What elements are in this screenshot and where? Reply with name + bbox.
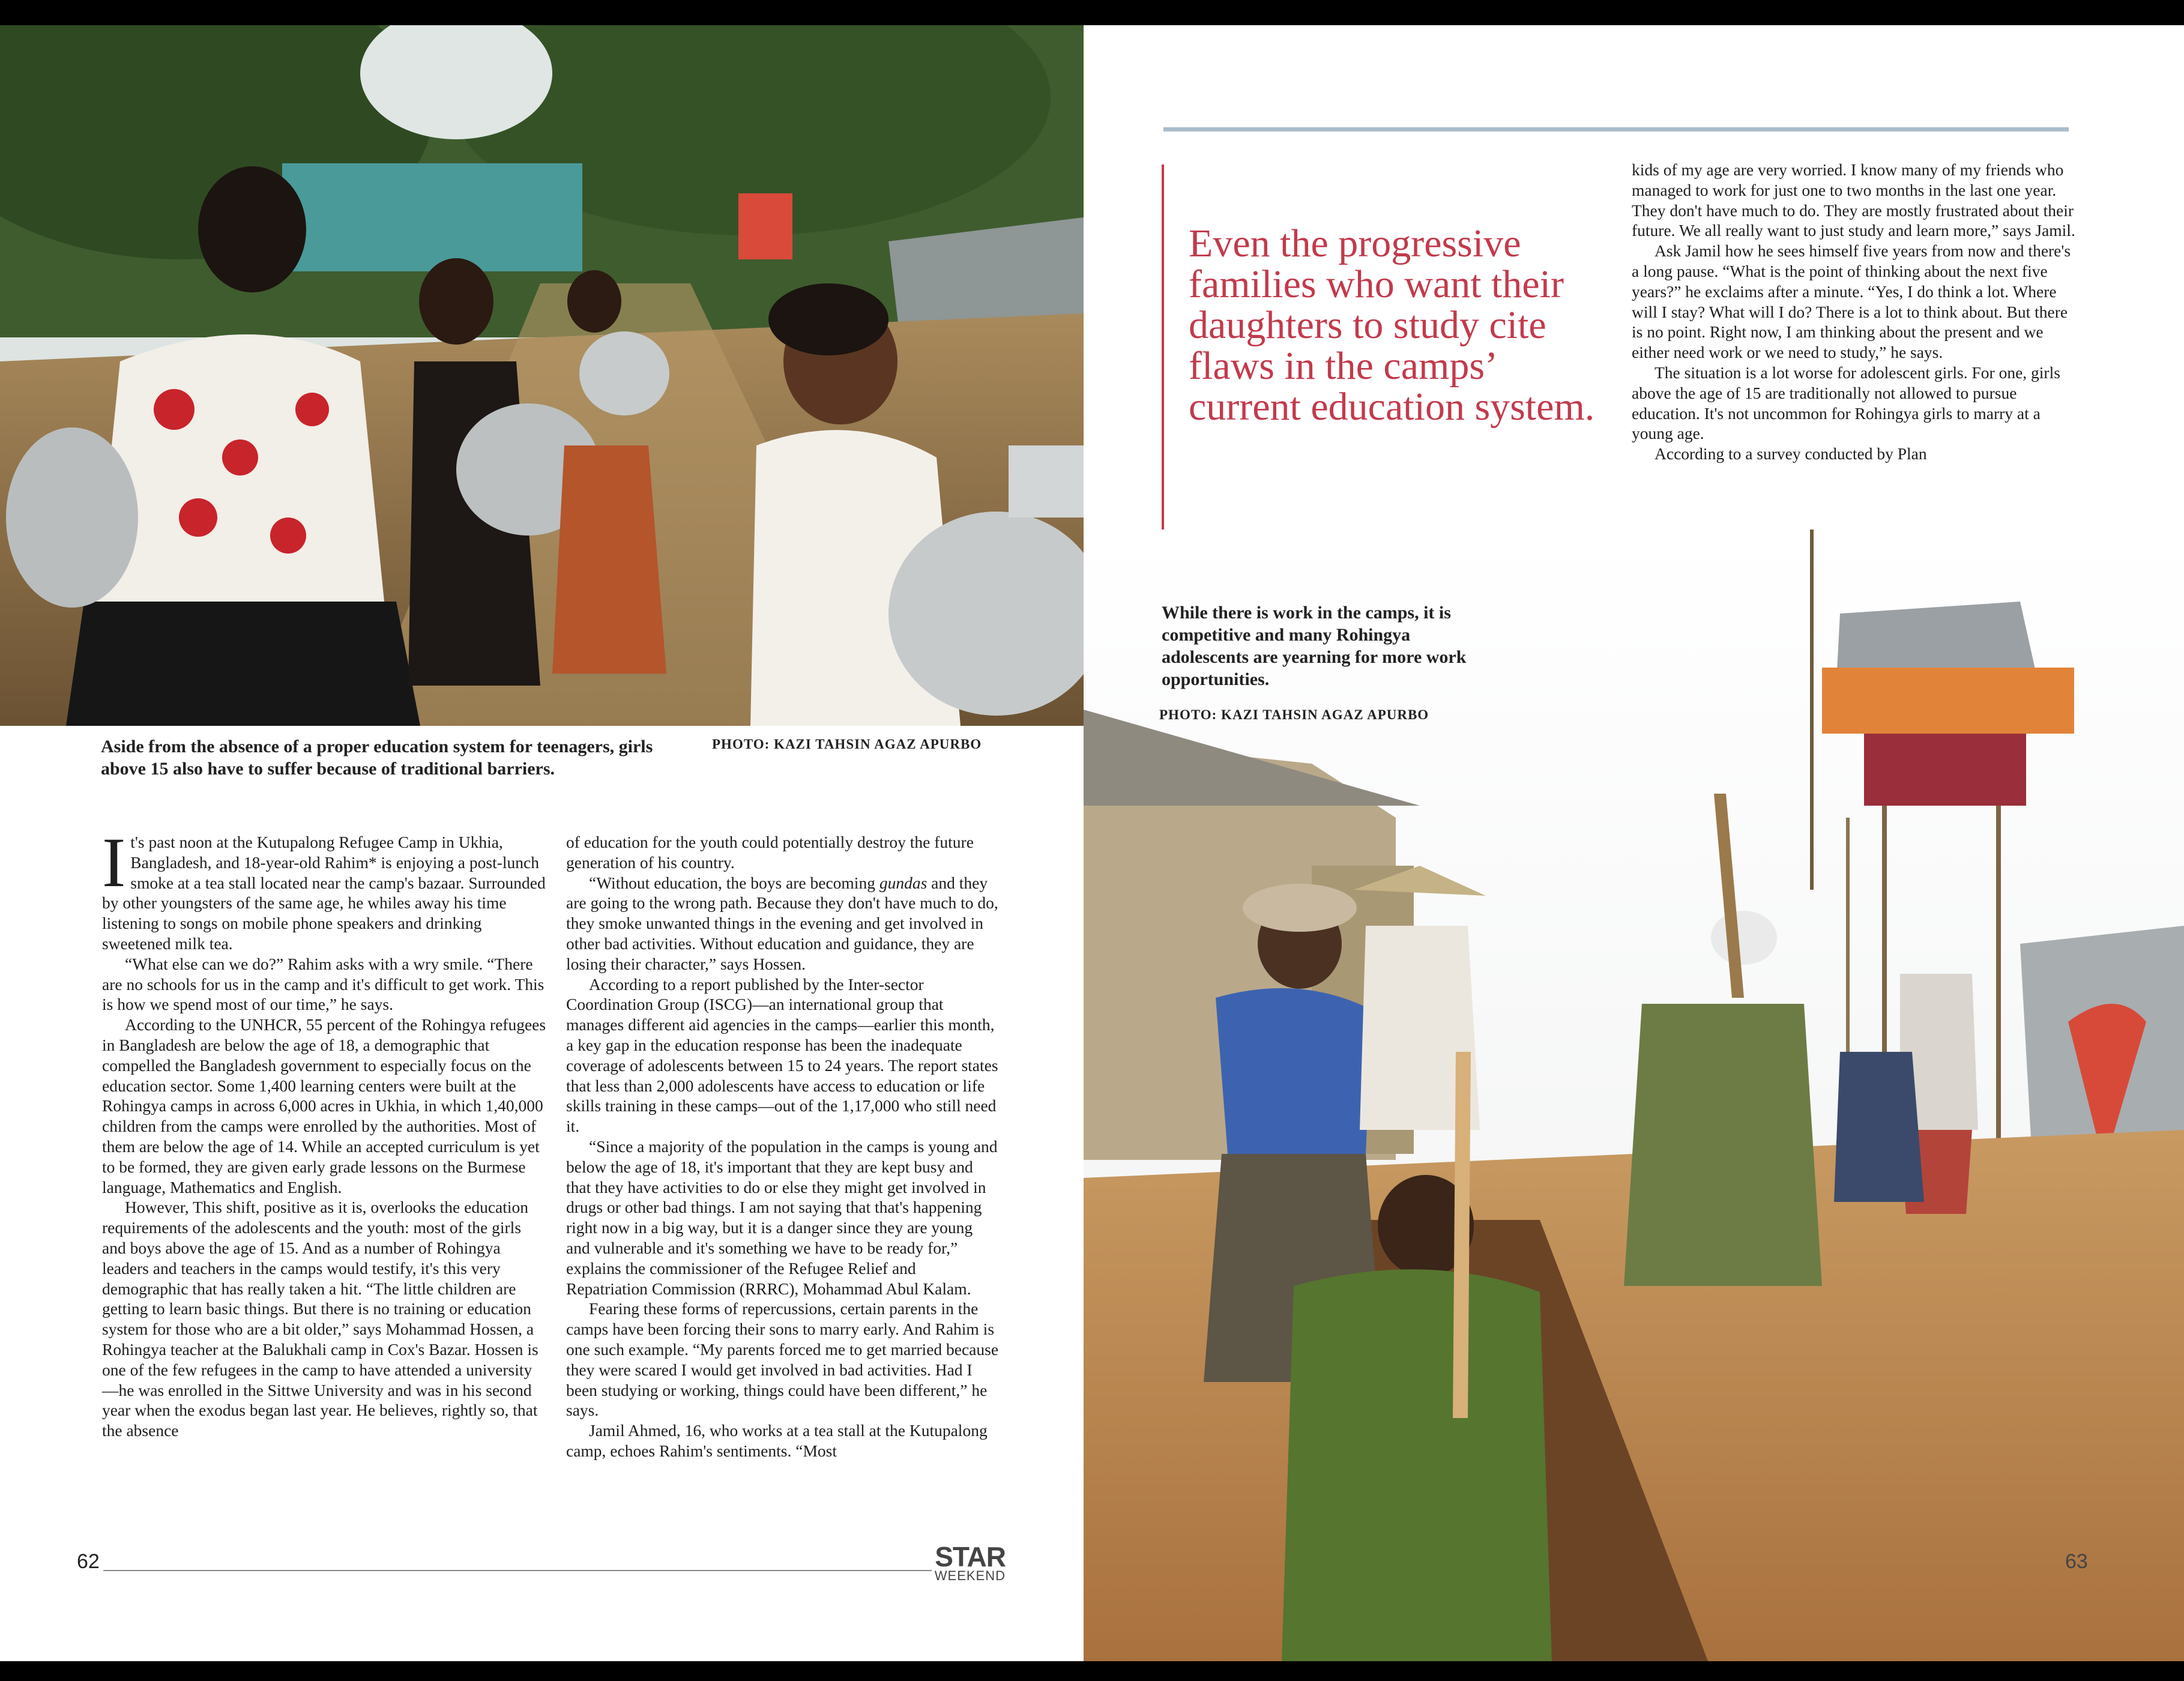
pull-quote-bar [1162,164,1164,552]
article-paragraph: Ask Jamil how he sees himself five years from now and there's a long pause. “What is the point of thinking about the next five years?” he exclaims after a minute. “Yes, I do think a lot. Where will I stay? What will I do? There is a lot to think about. But there is no point. Right now, I am thinking about the present and we either need work or we need to study,” he says. [1632,241,2071,362]
page-number-right: 63 [2065,1550,2088,1573]
pull-quote: Even the progressive families who want their daughters to study cite flaws in the camps’ current education system. [1189,222,1595,429]
article-column-3 [1632,160,2076,464]
article-paragraph: According to a report published by the Inter-sector Coordination Group (ISCG)—an international group that manages different aid agencies in the camps—earlier this month, a key gap in the education response has been the inadequate coverage of adolescents between 15 to 24 years. The report states that less than 2,000 adolescents have access to education or life skills training in these camps—out of the 1,17,000 who still need it. [566,974,998,1136]
page-number-left: 62 [77,1550,100,1573]
header-rule [1163,127,2069,131]
article-paragraph: Fearing these forms of repercussions, certain parents in the camps have been forcing their sons to marry early. And Rahim is one such example. “My parents forced me to get married because they were scared I would get involved in bad activities. Had I been studying or working, things could have been different,” he says. [566,1299,999,1420]
left-page [0,25,1084,1661]
girls-carrying-water-photo [0,25,1084,726]
article-paragraph: The situation is a lot worse for adolescent girls. For one, girls above the age of 15 are traditionally not allowed to pursue education. It's not uncommon for Rohingya girls to marry at a young age. [1632,363,2060,443]
article-paragraph: “Without education, the boys are becoming gundas and they are going to the wrong path. Because they don't have much to do, they smoke unwanted things in the evening and get involved in other bad activities. Without education and guidance, they are losing their character,” says Hossen. [566,873,998,973]
article-paragraph: Jamil Ahmed, 16, who works at a tea stall at the Kutupalong camp, echoes Rahim's sentiments. “Most [566,1421,988,1460]
article-paragraph: of education for the youth could potentially destroy the future generation of his country. [566,833,974,872]
right-photo-caption: While there is work in the camps, it is competitive and many Rohingya adolescents are yearning for more work opportunities. [1162,603,1467,689]
article-column-1 [102,823,546,1441]
logo-star: STAR [935,1541,1006,1572]
right-page [1084,25,2184,1661]
left-photo-credit: PHOTO: KAZI TAHSIN AGAZ APURBO [712,737,982,752]
article-paragraph: According to the UNHCR, 55 percent of the Rohingya refugees in Bangladesh are below the age of 18, a demographic that compelled the Bangladesh government to especially focus on the education sector. Some 1,400 learning centers were built at the Rohingya camps in across 6,000 acres in Ukhia, in which 1,40,000 children from the camps were enrolled by the authorities. Most of them are below the age of 14. While an accepted curriculum is yet to be formed, they are given early grade lessons on the Burmese language, Mathematics and English. [102,1015,546,1197]
article-paragraph: “What else can we do?” Rahim asks with a wry smile. “There are no schools for us in the camp and it's difficult to get work. This is how we spend most of our time,” he says. [102,954,544,1014]
drop-cap: I [102,823,126,902]
left-photo-caption: Aside from the absence of a proper education system for teenagers, girls above 15 also have to suffer because of traditional barriers. [101,737,653,779]
right-photo-credit: PHOTO: KAZI TAHSIN AGAZ APURBO [1159,707,1429,722]
logo-weekend: WEEKEND [934,1568,1006,1583]
article-paragraph: According to a survey conducted by Plan [1655,444,1927,463]
emphasis-word: gundas [879,873,928,892]
star-weekend-logo [913,1541,1006,1583]
youths-digging-trench-photo [1084,530,2184,1661]
article-column-2 [566,832,1000,1461]
article-paragraph: “Since a majority of the population in the camps is young and below the age of 18, it's important that they are kept busy and that they have activities to do or else they might get involved in drugs or other bad things. I am not saying that that's happening right now in a big way, but it is a danger since they are young and vulnerable and it's something we have to be ready for,” explains the commissioner of the Refugee Relief and Repatriation Commission (RRRC), Mohammad Abul Kalam. [566,1136,998,1298]
article-paragraph: It's past noon at the Kutupalong Refugee Camp in Ukhia, Bangladesh, and 18-year-old Rahim* is enjoying a post-lunch smoke at a tea stall located near the camp's bazaar. Surrounded by other youngsters of the same age, he whiles away his time listening to songs on mobile phone speakers and drinking sweetened milk tea. [102,823,546,953]
footer-rule [103,1570,932,1571]
article-paragraph: kids of my age are very worried. I know many of my friends who managed to work for just one to two months in the last one year. They don't have much to do. They are mostly frustrated about their future. We all really want to just study and learn more,” says Jamil. [1632,160,2075,240]
article-paragraph: However, This shift, positive as it is, overlooks the education requirements of the adolescents and the youth: most of the girls and boys above the age of 15. And as a number of Rohingya leaders and teachers in the camps would testify, it's this very demographic that has really taken a hit. “The little children are getting to learn basic things. But there is no training or education system for those who are a bit older,” says Mohammad Hossen, a Rohingya teacher at the Balukhali camp in Cox's Bazar. Hossen is one of the few refugees in the camp to have attended a university—he was enrolled in the Sittwe University and was in his second year when the exodus began last year. He believes, rightly so, that the absence [102,1198,538,1440]
